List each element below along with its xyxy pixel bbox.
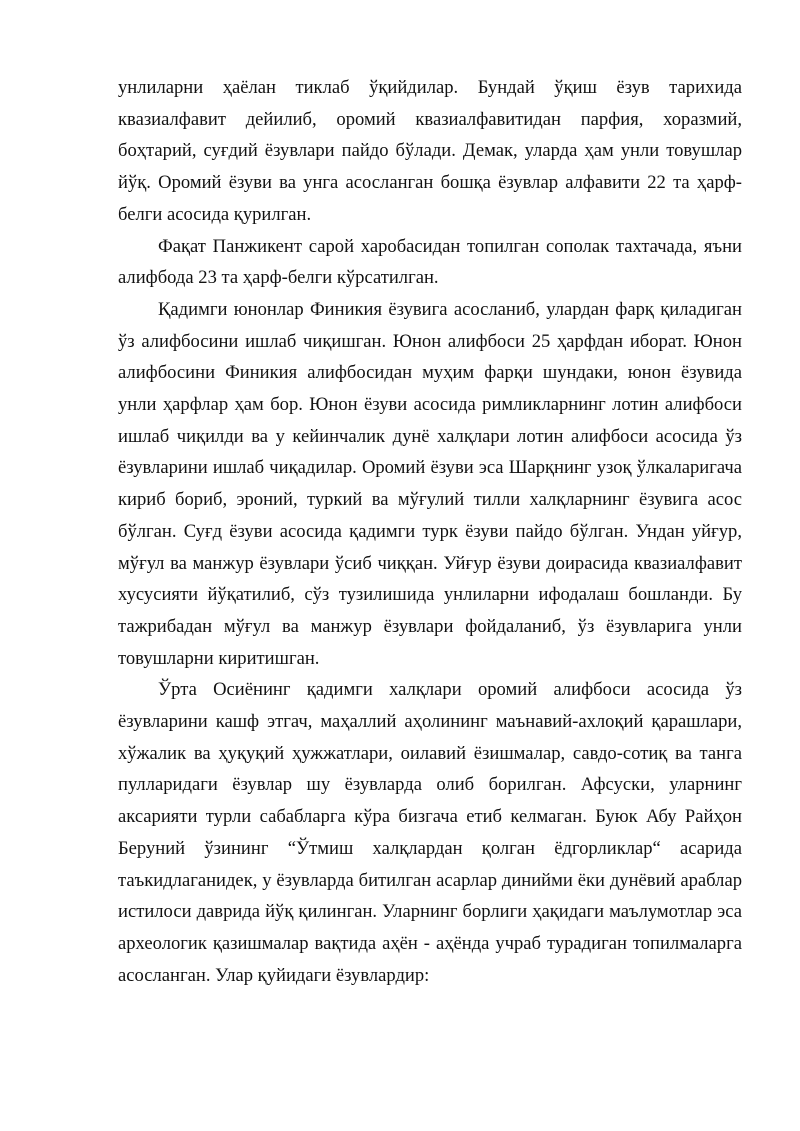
paragraph-2: Фақат Панжикент сарой харобасидан топилган сополак тахтачада, яъни алифбода 23 та ҳарф-белги кўрсатилган.	[118, 235, 742, 289]
paragraph-4: Ўрта Осиёнинг қадимги халқлари оромий алифбоси асосида ўз ёзувларини кашф этгач, маҳаллий аҳолининг маънавий-ахлоқий қарашлари, хўжалик ва ҳуқуқий ҳужжатлари, оилавий ёзишмалар, савдо-сотиқ ва танга пулларидаги ёзувлар шу ёзувларда олиб борилган. Афсуски, уларнинг аксарияти турли сабабларга кўра бизгача етиб келмаган. Буюк Абу Райҳон Беруний ўзининг “Ўтмиш халқлардан қолган ёдгорликлар“ асарида таъкидлаганидек, у ёзувларда битилган асарлар динийми ёки дунёвий араблар истилоси даврида йўқ қилинган. Уларнинг борлиги ҳақидаги маълумотлар эса археологик қазишмалар вақтида аҳён - аҳёнда учраб турадиган топилмаларга асосланган. Улар қуйидаги ёзувлардир:	[118, 679, 742, 986]
paragraph-3: Қадимги юнонлар Финикия ёзувига асосланиб, улардан фарқ қиладиган ўз алифбосини ишлаб чиқишган. Юнон алифбоси 25 ҳарфдан иборат. Юнон алифбосини Финикия алифбосидан муҳим фарқи шундаки, юнон ёзувида унли ҳарфлар ҳам бор. Юнон ёзуви асосида римликларнинг лотин алифбоси ишлаб чиқилди ва у кейинчалик дунё халқлари лотин алифбоси асосида ўз ёзувларини ишлаб чиқадилар. Оромий ёзуви эса Шарқнинг узоқ ўлкаларигача кириб бориб, эроний, туркий ва мўғулий тилли халқларнинг ёзувига асос бўлган. Суғд ёзуви асосида қадимги турк ёзуви пайдо бўлган. Ундан уйғур, мўғул ва манжур ёзувлари ўсиб чиққан. Уйғур ёзуви доирасида квазиалфавит хусусияти йўқатилиб, сўз тузилишида унлиларни ифодалаш бошланди. Бу тажрибадан мўғул ва манжур ёзувлари фойдаланиб, ўз ёзувларига унли товушларни киритишган.	[118, 298, 742, 669]
document-page	[118, 72, 742, 991]
paragraph-1: унлиларни ҳаёлан тиклаб ўқийдилар. Бундай ўқиш ёзув тарихида квазиалфавит дейилиб, оромий квазиалфавитидан парфия, хоразмий, боҳтарий, суғдий ёзувлари пайдо бўлади. Демак, уларда ҳам унли товушлар йўқ. Оромий ёзуви ва унга асосланган бошқа ёзувлар алфавити 22 та ҳарф-белги асосида қурилган.	[118, 77, 742, 225]
